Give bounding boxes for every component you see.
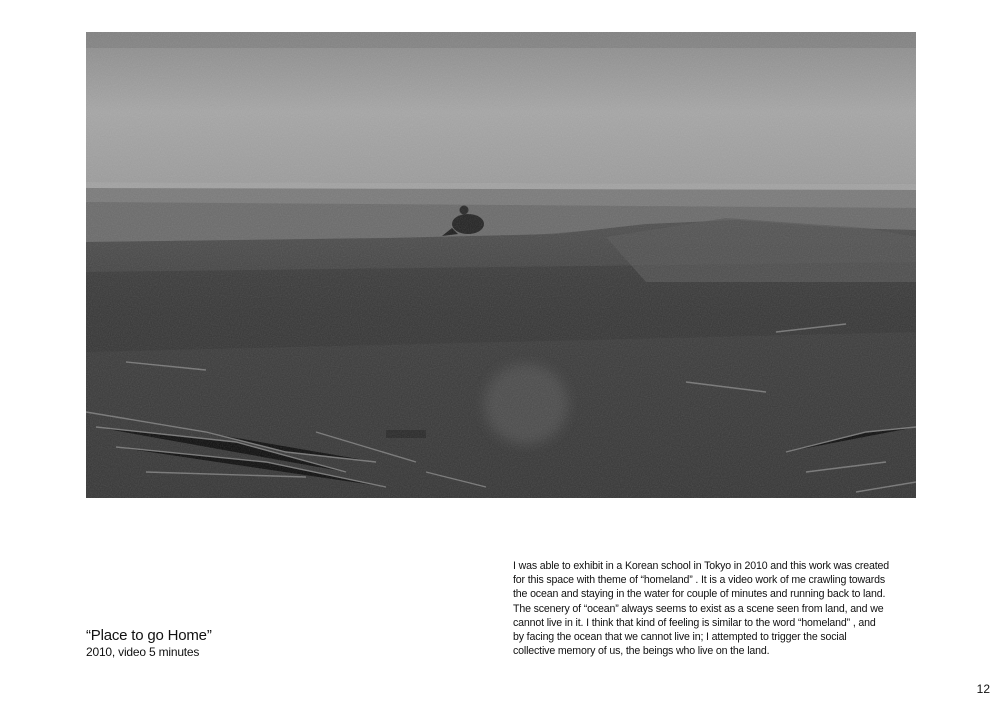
description-line: cannot live in it. I think that kind of feeling is similar to the word “homeland” , and xyxy=(513,616,876,629)
description-line: collective memory of us, the beings who live on the land. xyxy=(513,645,770,658)
description-line: I was able to exhibit in a Korean school in Tokyo in 2010 and this work was created xyxy=(513,560,890,572)
artwork-title: “Place to go Home” xyxy=(86,627,212,644)
description-line: the ocean and staying in the water for couple of minutes and running back to land. xyxy=(513,588,886,601)
description-line: by facing the ocean that we cannot live in; I attempted to trigger the social xyxy=(513,631,847,644)
description-line: for this space with theme of “homeland” . It is a video work of me crawling towards xyxy=(513,574,886,587)
description-line: The scenery of “ocean” always seems to exist as a scene seen from land, and we xyxy=(513,602,884,615)
artwork-meta: 2010, video 5 minutes xyxy=(86,645,200,659)
artwork-description xyxy=(513,559,917,658)
artwork-caption xyxy=(86,627,386,659)
beach-scene-image xyxy=(86,32,916,498)
page-number: 12 xyxy=(976,682,990,696)
artwork-photo xyxy=(86,32,916,498)
